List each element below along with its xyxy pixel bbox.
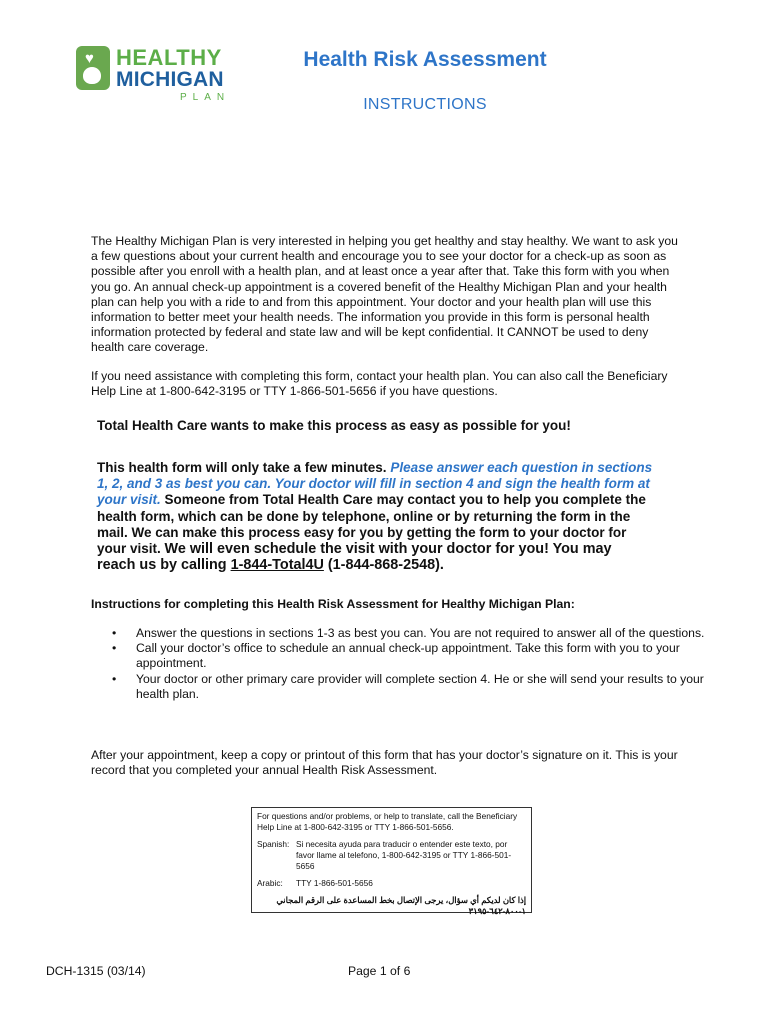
logo-text-michigan: MICHIGAN (116, 68, 224, 91)
list-item-text: Call your doctor’s office to schedule an annual check-up appointment. Take this form with you to your appointment. (136, 641, 680, 671)
heart-icon: ♥ (85, 50, 94, 67)
total-health-text-1: This health form will only take a few minutes. (97, 460, 391, 475)
help-arabic-tty: TTY 1-866-501-5656 (296, 878, 373, 888)
list-item (91, 641, 711, 671)
help-arabic-label: Arabic: (257, 878, 283, 888)
help-line-box (251, 807, 532, 916)
closing-paragraph: After your appointment, keep a copy or printout of this form that has your doctor’s signature on it. This is your record that you completed your annual Health Risk Assessment. (91, 748, 678, 778)
logo-text-plan: PLAN (180, 92, 231, 103)
logo-text-healthy: HEALTHY (116, 45, 222, 70)
help-spanish-label: Spanish: (257, 839, 290, 849)
bullet-icon: • (112, 626, 117, 640)
instructions-list (91, 626, 711, 702)
form-code: DCH-1315 (03/14) (46, 964, 146, 978)
list-item (91, 626, 711, 641)
bullet-icon: • (112, 671, 117, 686)
phone-number: (1-844-868-2548). (323, 557, 444, 574)
instructions-heading: Instructions for completing this Health Risk Assessment for Healthy Michigan Plan: (91, 597, 575, 611)
total-health-blue-text: Please answer each question in sections 1, 2, and 3 as best you can. Your doctor will fill in section 4 and sign the health form at your visit. (97, 460, 653, 508)
list-item-text: Your doctor or other primary care provider will complete section 4. He or she will send your results to your health plan. (136, 671, 704, 701)
page-title: Health Risk Assessment (303, 48, 547, 71)
help-arabic-row (257, 878, 526, 889)
list-item (91, 672, 711, 702)
phone-vanity-link[interactable]: 1-844-Total4U (230, 557, 324, 574)
assistance-paragraph: If you need assistance with completing this form, contact your health plan. You can also call the Beneficiary Help Line at 1-800-642-3195 or TTY 1-866-501-5656 if you have questions. (91, 369, 668, 399)
total-health-text-2: Someone from Total Health Care may contact you to help you complete the health form, which can be done by telephone, online or by returning the form in the mail. We can make this process easy for you by getting the form to your doctor for your visit. (97, 492, 646, 557)
help-arabic-text: إذا كان لديكم أي سؤال، يرجى الإتصال بخط المساعدة على الرقم المجاني ١-٨٠٠-٦٤٢-٣١٩٥ (276, 895, 526, 916)
list-item-text: Answer the questions in sections 1-3 as best you can. You are not required to answer all of the questions. (136, 626, 705, 640)
help-spanish-row (257, 839, 526, 872)
page-subtitle: INSTRUCTIONS (363, 96, 487, 113)
help-english-text: For questions and/or problems, or help to translate, call the Beneficiary Help Line at 1-800-642-3195 or TTY 1-866-501-5656. (257, 811, 518, 832)
help-spanish-text: Si necesita ayuda para traducir o entender este texto, por favor llame al telefono, 1-800-642-3195 or TTY 1-866-501-5656 (296, 839, 512, 871)
bullet-icon: • (112, 641, 117, 656)
intro-paragraph: The Healthy Michigan Plan is very interested in helping you get healthy and stay healthy. We want to ask you a few questions about your current health and encourage you to see your doctor for a check-up as soon as possible after you enroll with a health plan, and at least once a year after that. Take this form with you when you go. An annual check-up appointment is a covered benefit of the Healthy Michigan Plan and your health plan can help you with a ride to and from this appointment. Your doctor and your health plan will use this information to better meet your health needs. The information you provide in this form is personal health information protected by federal and state law and will be kept confidential. It CANNOT be used to deny health care coverage. (91, 234, 678, 355)
page-number: Page 1 of 6 (348, 964, 411, 978)
total-health-headline: Total Health Care wants to make this process as easy as possible for you! (97, 418, 571, 433)
total-health-paragraph (97, 460, 653, 573)
total-health-text-3: We will even schedule the visit with your doctor for you! You may reach us by calling (97, 541, 612, 574)
